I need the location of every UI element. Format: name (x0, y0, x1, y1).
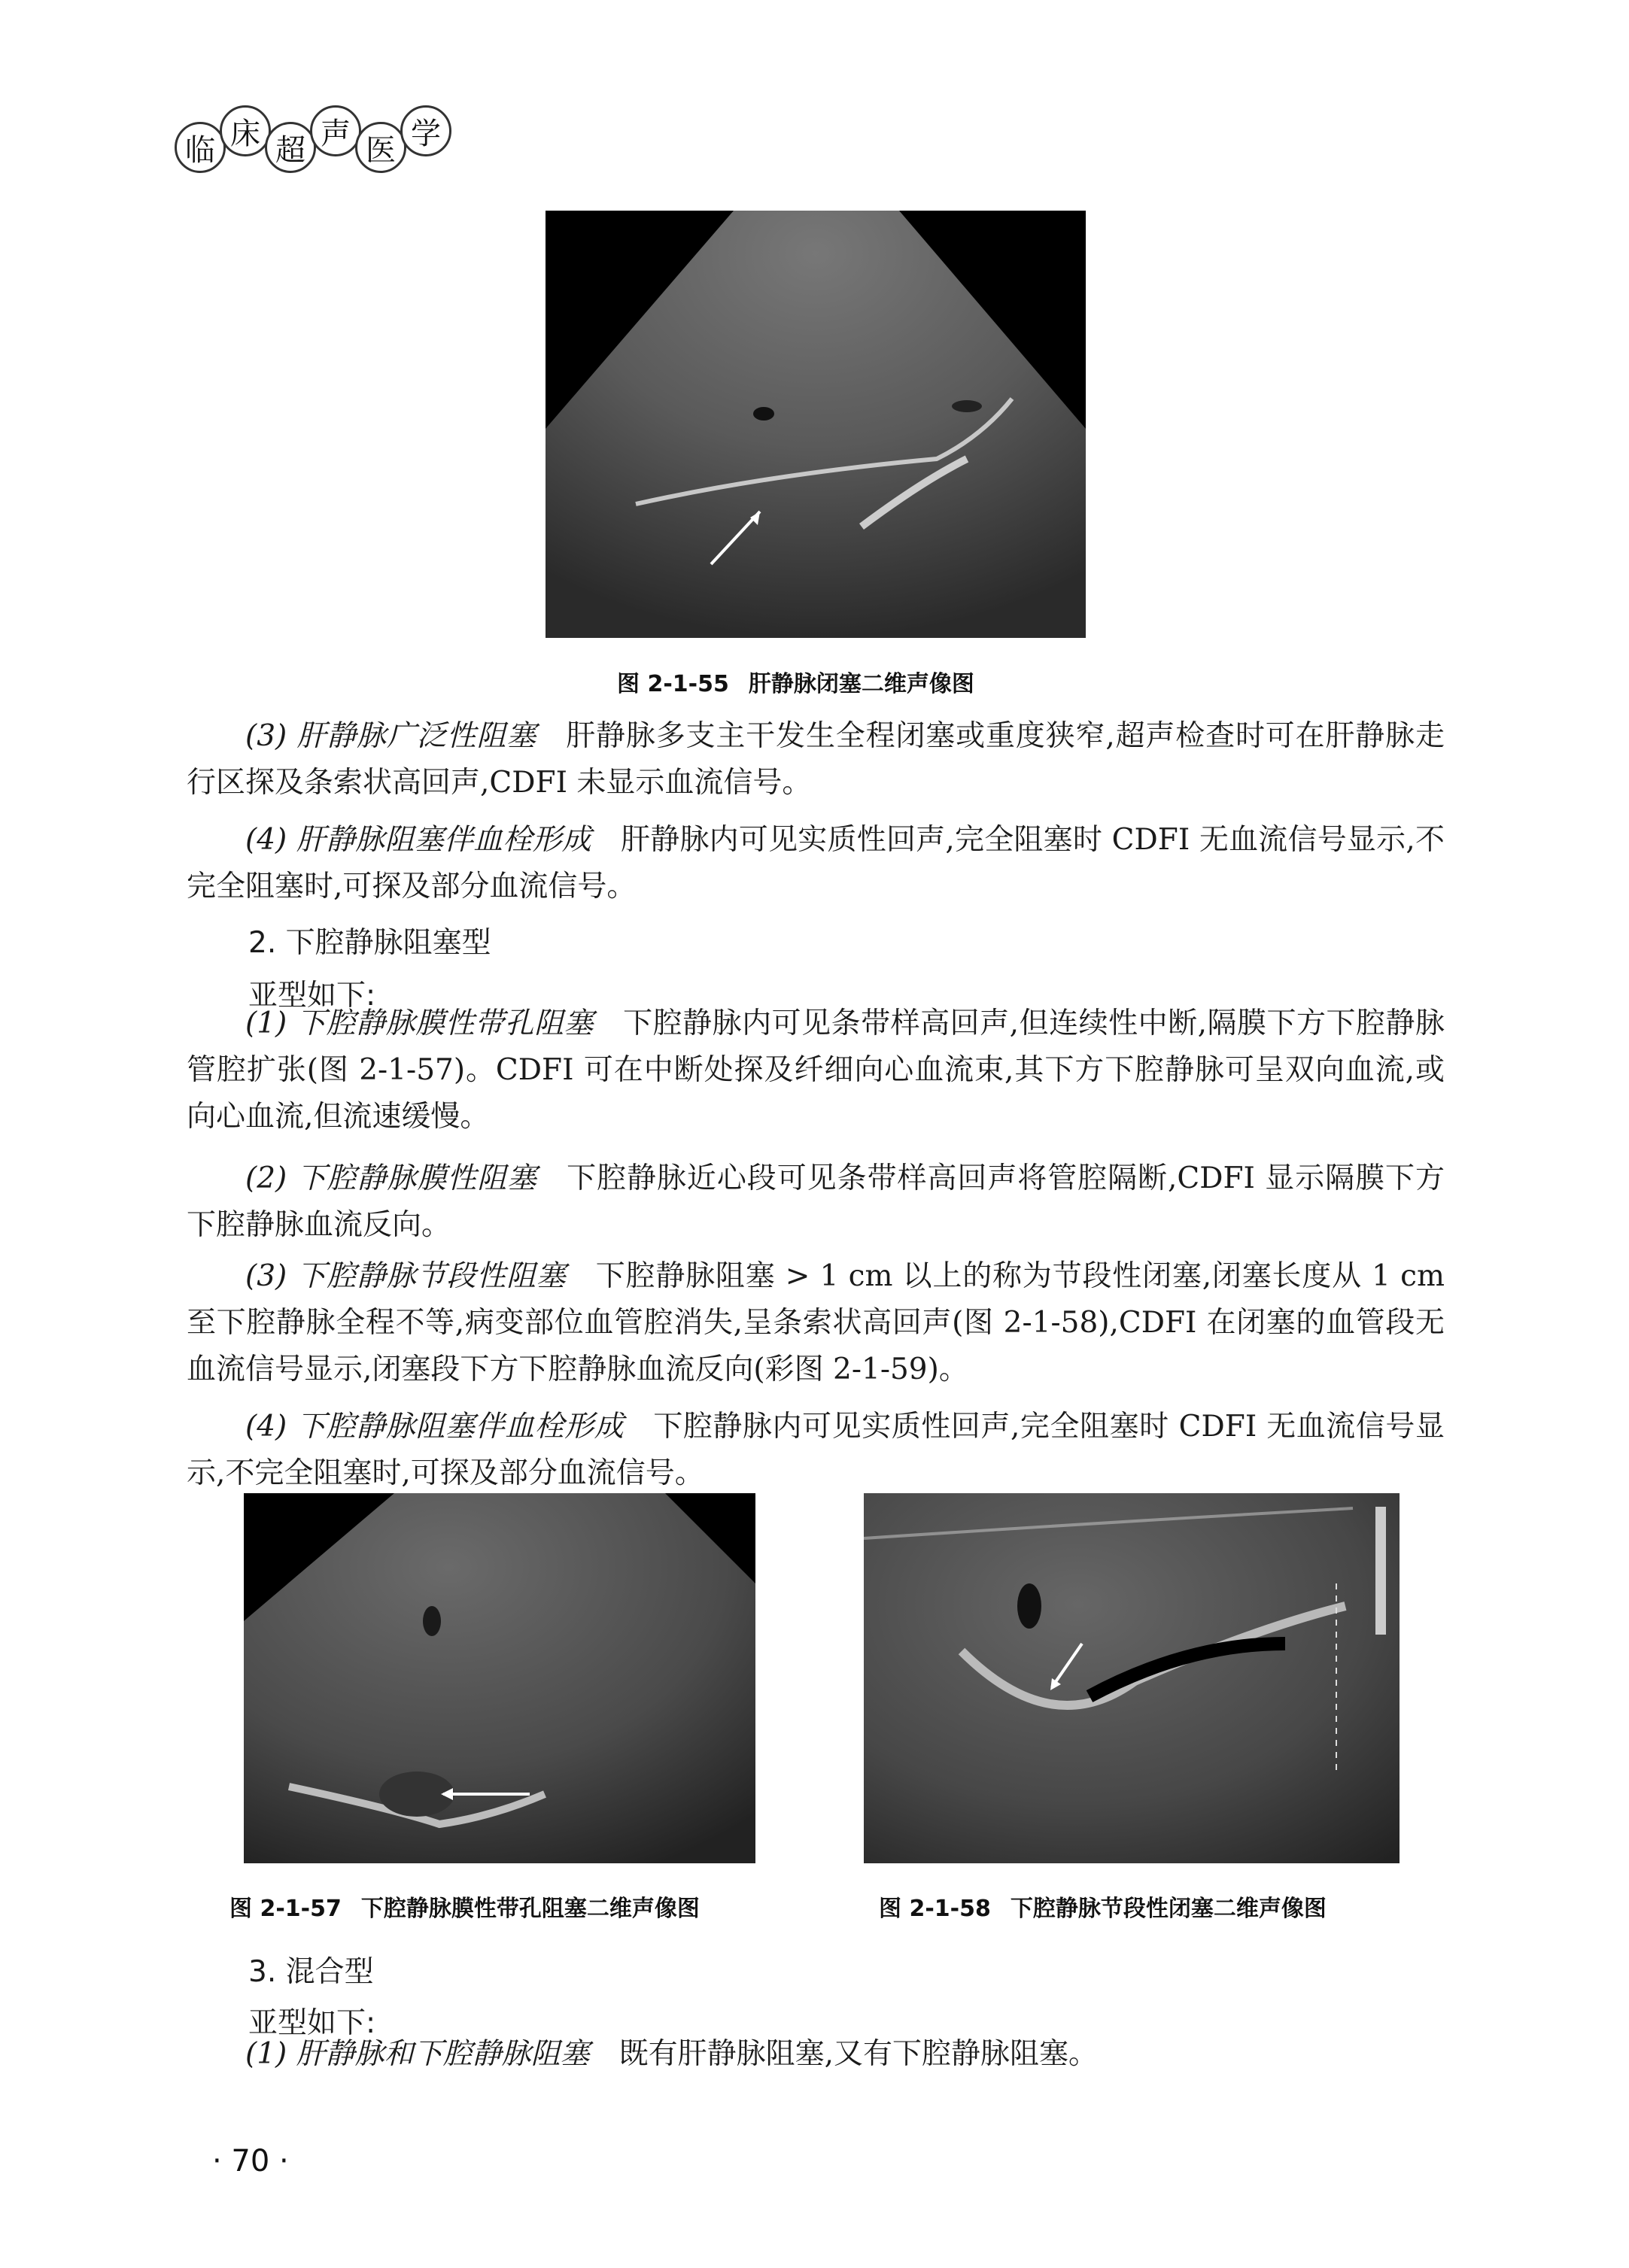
figure-number: 图 2-1-57 (229, 1896, 342, 1922)
figure-number: 图 2-1-58 (879, 1896, 991, 1922)
running-header (175, 105, 445, 173)
section-heading: 2. 下腔静脉阻塞型 (248, 926, 491, 960)
header-char: 学 (400, 105, 451, 156)
paragraph-text: 下腔静脉近心段可见条带样高回声将管腔隔断,CDFI 显示隔膜下方下腔静脉血流反向。 (187, 1161, 1445, 1242)
paragraph (187, 2031, 1445, 2078)
page-number: · 70 · (212, 2144, 289, 2178)
figure-title: 下腔静脉节段性闭塞二维声像图 (1010, 1896, 1327, 1922)
paragraph-label: (1) 下腔静脉膜性带孔阻塞 (245, 1006, 594, 1040)
ultrasound-image-fig57 (244, 1493, 755, 1863)
figure-caption-57 (229, 1890, 700, 1923)
section-heading: 3. 混合型 (248, 1955, 374, 1989)
paragraph-label: (4) 下腔静脉阻塞伴血栓形成 (245, 1410, 625, 1444)
paragraph (187, 1404, 1445, 1497)
paragraph-text: 肝静脉多支主干发生全程闭塞或重度狭窄,超声检查时可在肝静脉走行区探及条索状高回声,CDFI 未显示血流信号。 (187, 719, 1445, 800)
subtype-intro: 亚型如下: (248, 2006, 376, 2040)
header-char: 床 (220, 105, 271, 156)
paragraph-text: 下腔静脉阻塞 > 1 cm 以上的称为节段性闭塞,闭塞长度从 1 cm 至下腔静脉全程不等,病变部位血管腔消失,呈条索状高回声(图 2-1-58),CDFI 在闭塞的血管段无血流信号显示,闭塞段下方下腔静脉血流反向(彩图 2-1-59)。 (187, 1259, 1445, 1386)
paragraph-text: 肝静脉内可见实质性回声,完全阻塞时 CDFI 无血流信号显示,不完全阻塞时,可探及部分血流信号。 (187, 823, 1445, 903)
paragraph-text: 下腔静脉内可见实质性回声,完全阻塞时 CDFI 无血流信号显示,不完全阻塞时,可探及部分血流信号。 (187, 1410, 1445, 1490)
header-char: 超 (265, 122, 316, 173)
figure-number: 图 2-1-55 (617, 671, 729, 697)
figure-title: 下腔静脉膜性带孔阻塞二维声像图 (360, 1896, 700, 1922)
paragraph-label: (3) 肝静脉广泛性阻塞 (245, 719, 537, 753)
header-char: 声 (310, 105, 361, 156)
paragraph-text: 既有肝静脉阻塞,又有下腔静脉阻塞。 (618, 2037, 1099, 2071)
paragraph (187, 1155, 1445, 1249)
paragraph (187, 1000, 1445, 1140)
header-char: 医 (355, 122, 406, 173)
figure-caption-58 (879, 1890, 1327, 1923)
figure-title: 肝静脉闭塞二维声像图 (748, 671, 974, 697)
ultrasound-image-fig58 (864, 1493, 1400, 1863)
paragraph-text: 下腔静脉内可见条带样高回声,但连续性中断,隔膜下方下腔静脉管腔扩张(图 2-1-57)。CDFI 可在中断处探及纤细向心血流束,其下方下腔静脉可呈双向血流,或向心血流,但流速缓慢。 (187, 1006, 1445, 1134)
paragraph-label: (4) 肝静脉阻塞伴血栓形成 (245, 823, 592, 857)
ultrasound-image-fig55 (546, 211, 1086, 638)
paragraph-label: (1) 肝静脉和下腔静脉阻塞 (245, 2037, 590, 2071)
header-char: 临 (175, 122, 226, 173)
paragraph-label: (3) 下腔静脉节段性阻塞 (245, 1259, 567, 1293)
figure-caption-55 (617, 665, 974, 698)
subtype-intro: 亚型如下: (248, 979, 376, 1013)
paragraph (187, 1253, 1445, 1393)
paragraph (187, 817, 1445, 910)
paragraph (187, 713, 1445, 806)
paragraph-label: (2) 下腔静脉膜性阻塞 (245, 1161, 538, 1195)
